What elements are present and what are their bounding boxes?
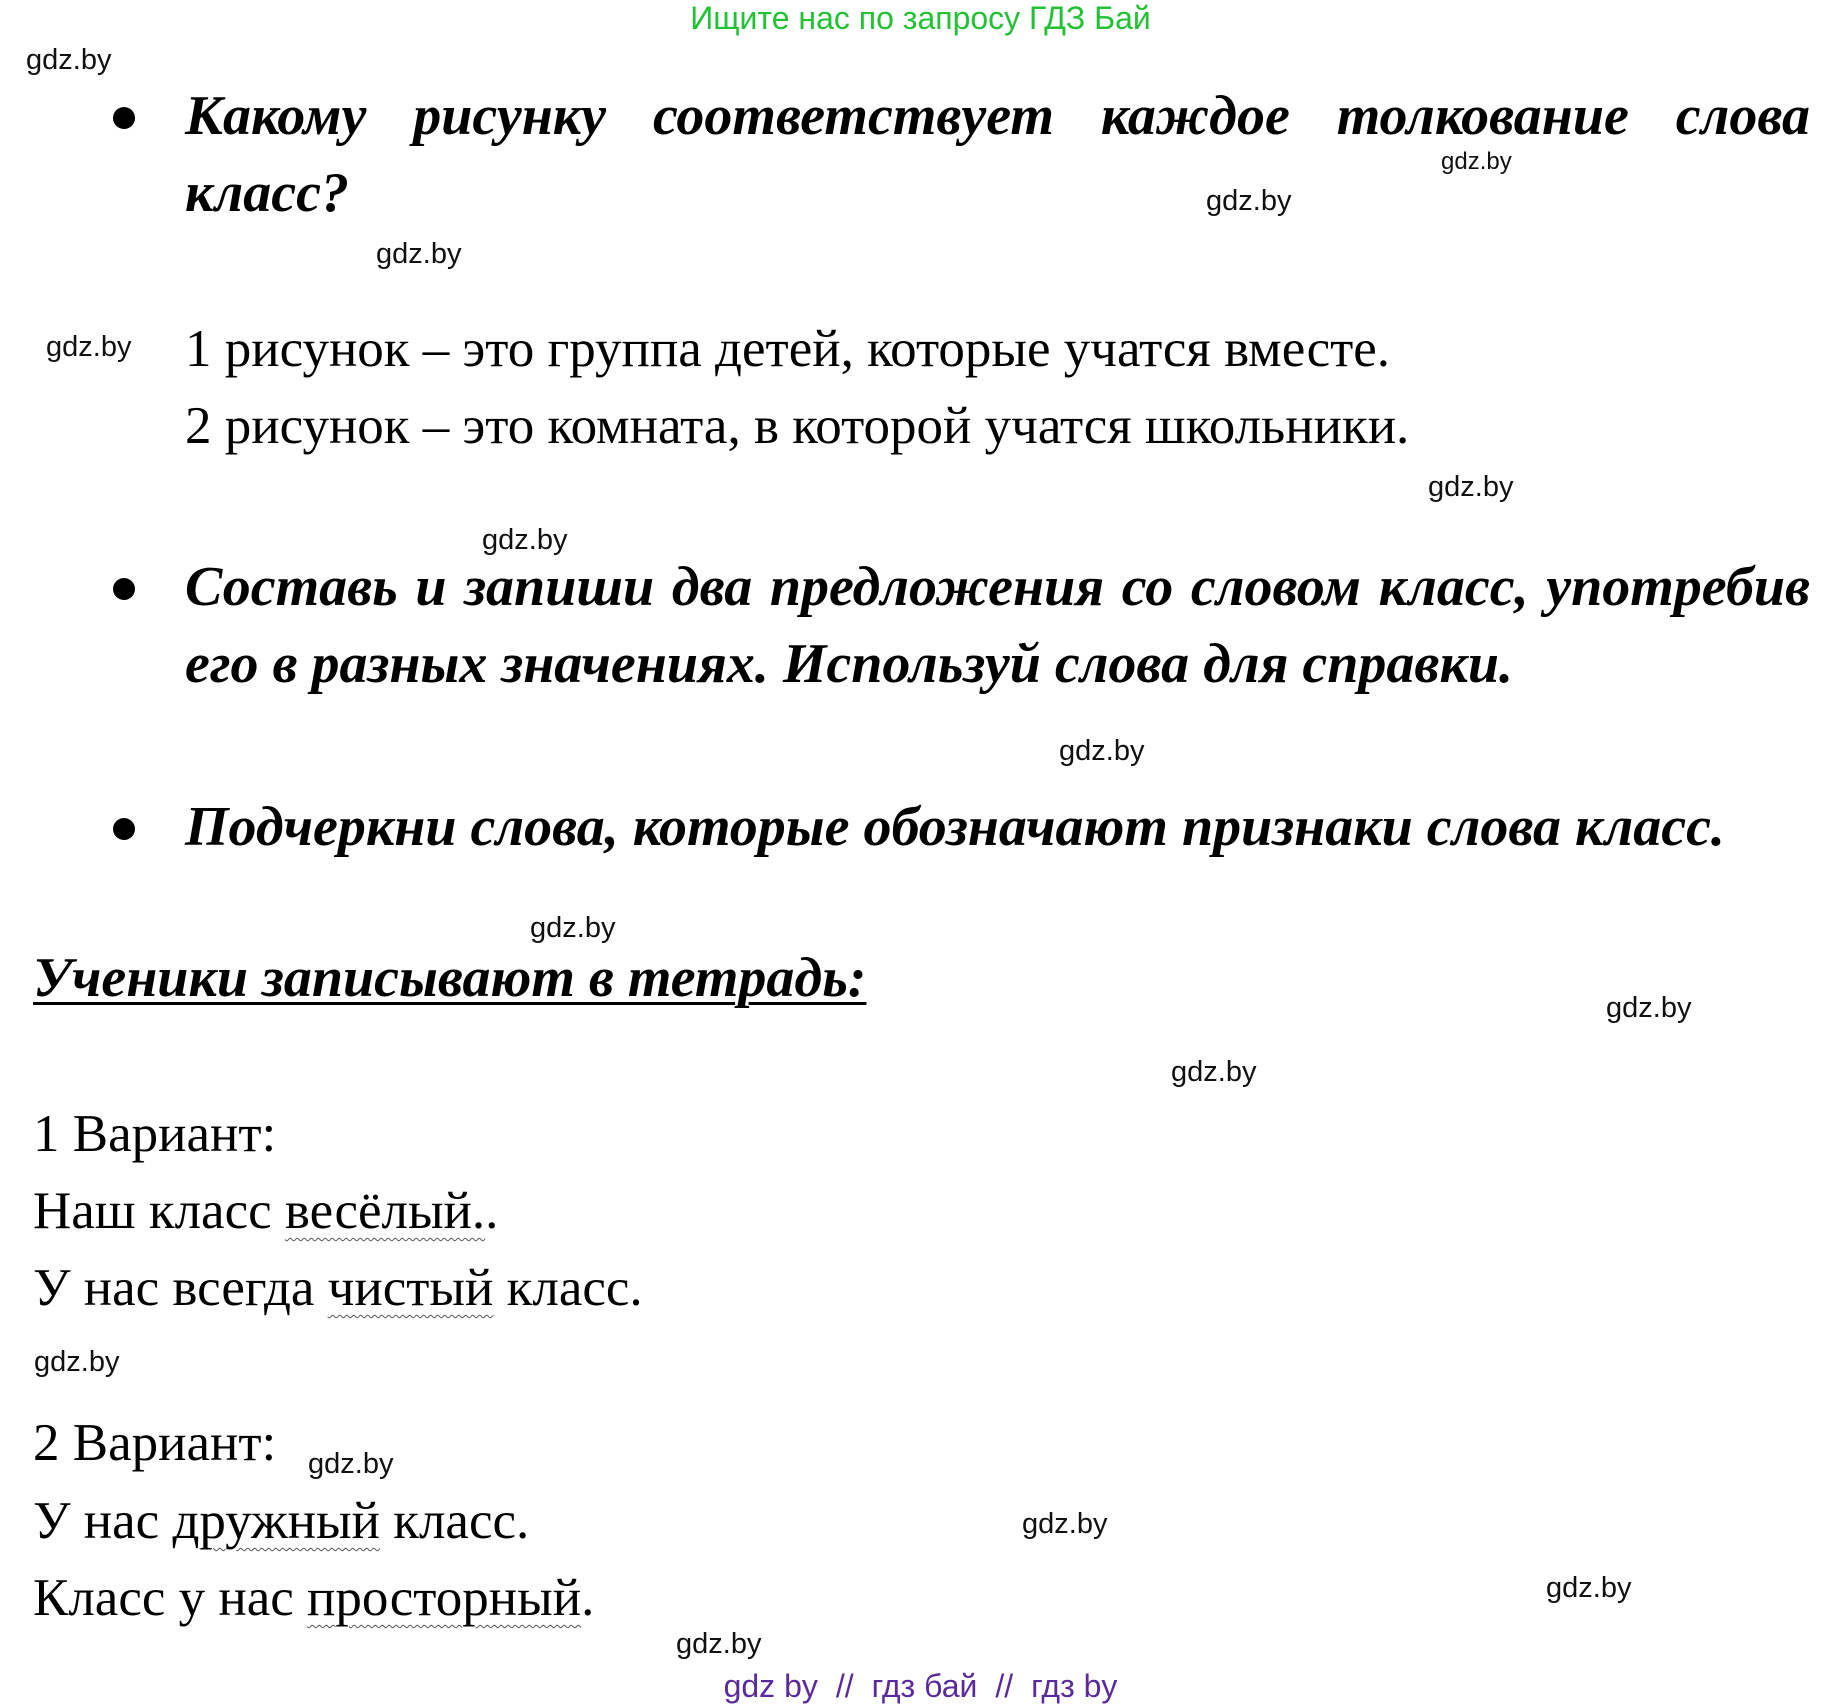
answer-line: 1 рисунок – это группа детей, которые учатся вместе. [185,320,1391,378]
watermark: gdz.by [308,1448,394,1480]
bullet-icon [113,818,135,840]
sentence [33,1560,594,1637]
watermark: gdz.by [482,524,568,556]
footer-link[interactable]: гдз by [1031,1668,1118,1704]
watermark: gdz.by [26,44,112,76]
notebook-heading: Ученики записывают в тетрадь: [33,947,867,1009]
bullet-icon [113,578,135,600]
variant-title: 1 Вариант: [33,1105,277,1163]
watermark: gdz.by [530,912,616,944]
watermark: gdz.by [376,238,462,270]
watermark: gdz.by [676,1628,762,1660]
footer-link[interactable]: гдз бай [871,1668,978,1704]
underlined-word: чистый [327,1259,494,1317]
sentence [33,1173,498,1250]
watermark: gdz.by [1428,471,1514,503]
search-banner: Ищите нас по запросу ГДЗ Бай [690,0,1151,36]
footer-separator: // [835,1668,854,1704]
footer-links [0,1668,1841,1704]
footer-link[interactable]: gdz by [723,1668,818,1704]
sentence-text: Класс у нас [33,1569,308,1627]
sentence-text: У нас всегда [33,1259,328,1317]
task-text: Составь и запиши два предложения со словом класс, употребив его в разных значениях. Используй слова для справки. [185,556,1810,695]
variant-title: 2 Вариант: [33,1414,277,1472]
footer-separator: // [995,1668,1014,1704]
watermark: gdz.by [1546,1572,1632,1604]
sentence-text: класс. [379,1492,530,1550]
watermark: gdz.by [46,331,132,363]
sentence-text: У нас [33,1492,173,1550]
watermark: gdz.by [1059,735,1145,767]
task-text: Подчеркни слова, которые обозначают признаки слова класс. [185,796,1725,858]
watermark: gdz.by [1606,992,1692,1024]
sentence-text: Наш класс [33,1182,285,1240]
bullet-icon [113,107,135,129]
watermark: gdz.by [1441,148,1512,175]
underlined-word: просторный [307,1569,582,1627]
sentence-text: . [581,1569,595,1627]
sentence-text: класс. [493,1259,643,1317]
sentence [33,1250,643,1327]
underlined-word: весёлый. [284,1182,486,1240]
watermark: gdz.by [1022,1508,1108,1540]
answer-line: 2 рисунок – это комната, в которой учатся школьники. [185,397,1410,455]
underlined-word: дружный [172,1492,380,1550]
task-text: Какому рисунку соответствует каждое толкование слова класс? [185,85,1810,224]
watermark: gdz.by [34,1346,120,1378]
watermark: gdz.by [1206,185,1292,217]
sentence-text: . [485,1182,499,1240]
sentence [33,1483,529,1560]
watermark: gdz.by [1171,1056,1257,1088]
